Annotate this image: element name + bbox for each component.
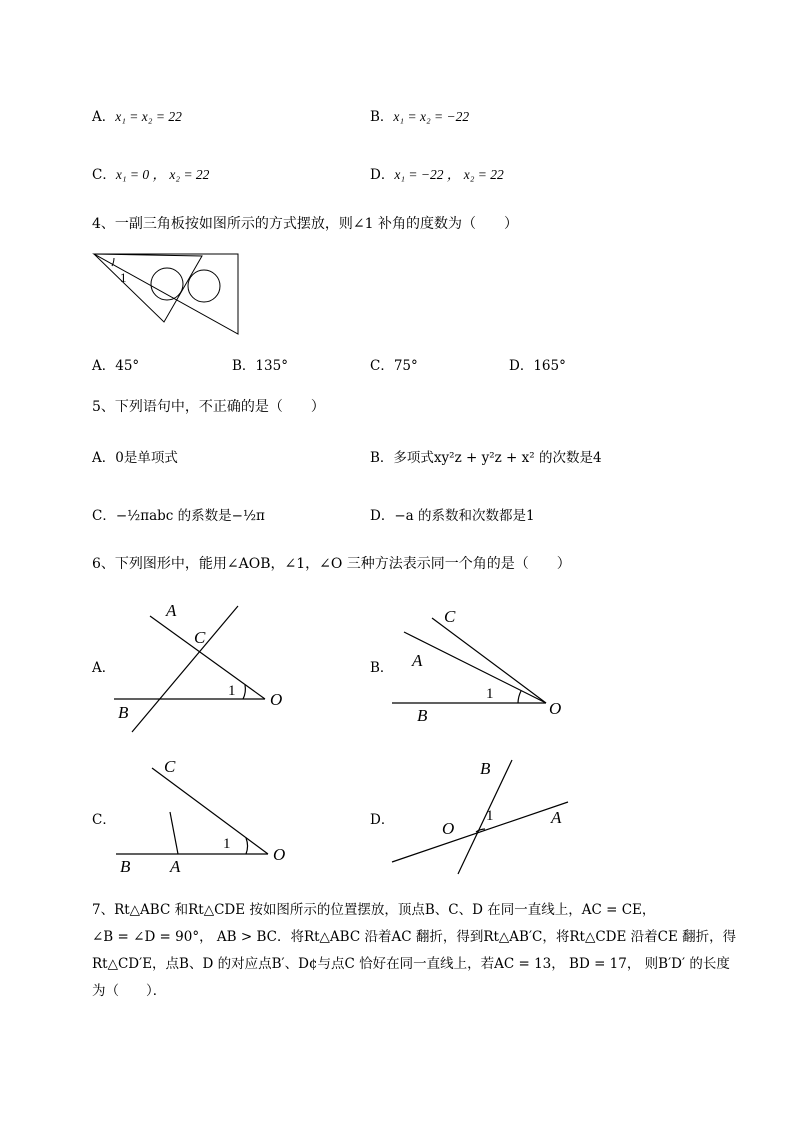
q3-option-d[interactable]: D．x₁ = −22 ， x₂ = 22 bbox=[370, 167, 504, 183]
q6c-label-o: O bbox=[273, 845, 286, 864]
q6d-line-oa bbox=[392, 802, 568, 862]
q6a-label-o: O bbox=[270, 690, 283, 709]
q4-option-c-value: 75° bbox=[393, 358, 418, 374]
q6-figure-d bbox=[390, 756, 580, 876]
q3-option-c-text: x₁ = 0 ， x₂ = 22 bbox=[115, 167, 210, 182]
q6-figure-a bbox=[110, 598, 300, 738]
q6-option-c[interactable]: C． bbox=[92, 812, 116, 828]
q4-option-b-value: 135° bbox=[255, 358, 288, 374]
q5-option-c-text: −½πabc 的系数是−½π bbox=[115, 508, 265, 524]
q6d-label-o: O bbox=[442, 819, 455, 838]
q4-triangle-ruler-1 bbox=[94, 254, 238, 334]
q4-option-b[interactable]: B．135° bbox=[232, 358, 288, 374]
q6b-label-1: 1 bbox=[486, 686, 494, 702]
q4-option-c[interactable]: C．75° bbox=[370, 358, 418, 374]
q5-option-a[interactable]: A．0是单项式 bbox=[92, 450, 178, 466]
q6b-label-a: A bbox=[412, 651, 423, 670]
q7-line-3: Rt△CD′E，点B、D 的对应点B′、D¢与点C 恰好在同一直线上，若AC = 13， BD = 17， 则B′D′ 的长度 bbox=[92, 956, 730, 972]
q4-option-d[interactable]: D．165° bbox=[509, 358, 566, 374]
q6c-ray-oc bbox=[152, 768, 268, 854]
q6-stem: 6、下列图形中，能用∠AOB，∠1，∠O 三种方法表示同一个角的是（ ） bbox=[92, 556, 571, 572]
q5-option-b[interactable]: B．多项式xy²z + y²z + x² 的次数是4 bbox=[370, 450, 602, 466]
q6d-label-1: 1 bbox=[486, 808, 494, 824]
q6c-label-a: A bbox=[170, 857, 181, 876]
q5-option-c[interactable]: C．−½πabc 的系数是−½π bbox=[92, 508, 265, 524]
q6c-label-b: B bbox=[120, 857, 131, 876]
q6-option-b[interactable]: B． bbox=[370, 660, 394, 676]
q5-option-b-text: 多项式xy²z + y²z + x² 的次数是4 bbox=[393, 450, 602, 466]
q7-line-2: ∠B = ∠D = 90°， AB > BC．将Rt△ABC 沿着AC 翻折，得到Rt△AB′C，将Rt△CDE 沿着CE 翻折，得 bbox=[92, 929, 737, 945]
q4-circle-left bbox=[151, 268, 183, 300]
q6c-angle-arc bbox=[246, 838, 248, 854]
q4-option-a[interactable]: A．45° bbox=[92, 358, 140, 374]
q4-option-d-value: 165° bbox=[533, 358, 566, 374]
q6b-ray-oa bbox=[404, 632, 546, 703]
q6a-angle-arc bbox=[243, 685, 245, 699]
q6c-label-c: C bbox=[164, 757, 176, 776]
q5-option-d[interactable]: D．−a 的系数和次数都是1 bbox=[370, 508, 535, 524]
q4-stem: 4、一副三角板按如图所示的方式摆放，则∠1 补角的度数为（ ） bbox=[92, 216, 518, 232]
q6-option-d[interactable]: D． bbox=[370, 812, 395, 828]
q3-option-d-text: x₁ = −22 ， x₂ = 22 bbox=[394, 167, 504, 182]
q7-line-1: 7、Rt△ABC 和Rt△CDE 按如图所示的位置摆放，顶点B、C、D 在同一直线上，AC = CE， bbox=[92, 902, 656, 918]
q6a-label-b: B bbox=[118, 703, 129, 722]
q3-option-b-text: x₁ = x₂ = −22 bbox=[393, 109, 470, 124]
q4-circle-right bbox=[188, 270, 220, 302]
q6b-label-b: B bbox=[417, 706, 428, 725]
q4-angle-label: 1 bbox=[120, 270, 127, 285]
q4-figure bbox=[92, 250, 242, 340]
q6c-segment-a bbox=[170, 812, 178, 854]
q6b-label-o: O bbox=[549, 699, 562, 718]
q5-option-a-text: 0是单项式 bbox=[115, 450, 178, 466]
q4-option-a-value: 45° bbox=[115, 358, 140, 374]
q6a-transversal bbox=[132, 606, 238, 732]
q6b-label-c: C bbox=[444, 607, 456, 626]
q3-option-b[interactable]: B．x₁ = x₂ = −22 bbox=[370, 109, 470, 125]
q6-figure-b bbox=[390, 600, 580, 730]
q5-option-d-text: −a 的系数和次数都是1 bbox=[394, 508, 535, 524]
q6-figure-c bbox=[112, 752, 302, 882]
q4-triangle-ruler-2 bbox=[94, 254, 202, 322]
q5-stem: 5、下列语句中，不正确的是（ ） bbox=[92, 399, 325, 415]
q7-line-4: 为（ ）． bbox=[92, 983, 167, 999]
q6d-label-a: A bbox=[551, 808, 562, 827]
q3-option-a[interactable]: A．x₁ = x₂ = 22 bbox=[92, 109, 182, 125]
q6a-label-a: A bbox=[166, 601, 177, 620]
q3-option-a-text: x₁ = x₂ = 22 bbox=[115, 109, 182, 124]
q6a-label-c: C bbox=[194, 628, 206, 647]
q3-option-c[interactable]: C．x₁ = 0 ， x₂ = 22 bbox=[92, 167, 210, 183]
q6c-label-1: 1 bbox=[223, 836, 231, 852]
q6a-label-1: 1 bbox=[228, 683, 236, 699]
q6b-angle-arc bbox=[518, 691, 521, 703]
q6d-label-b: B bbox=[480, 759, 491, 778]
q6a-ray-oa bbox=[150, 616, 265, 699]
q6-option-a[interactable]: A． bbox=[92, 660, 116, 676]
